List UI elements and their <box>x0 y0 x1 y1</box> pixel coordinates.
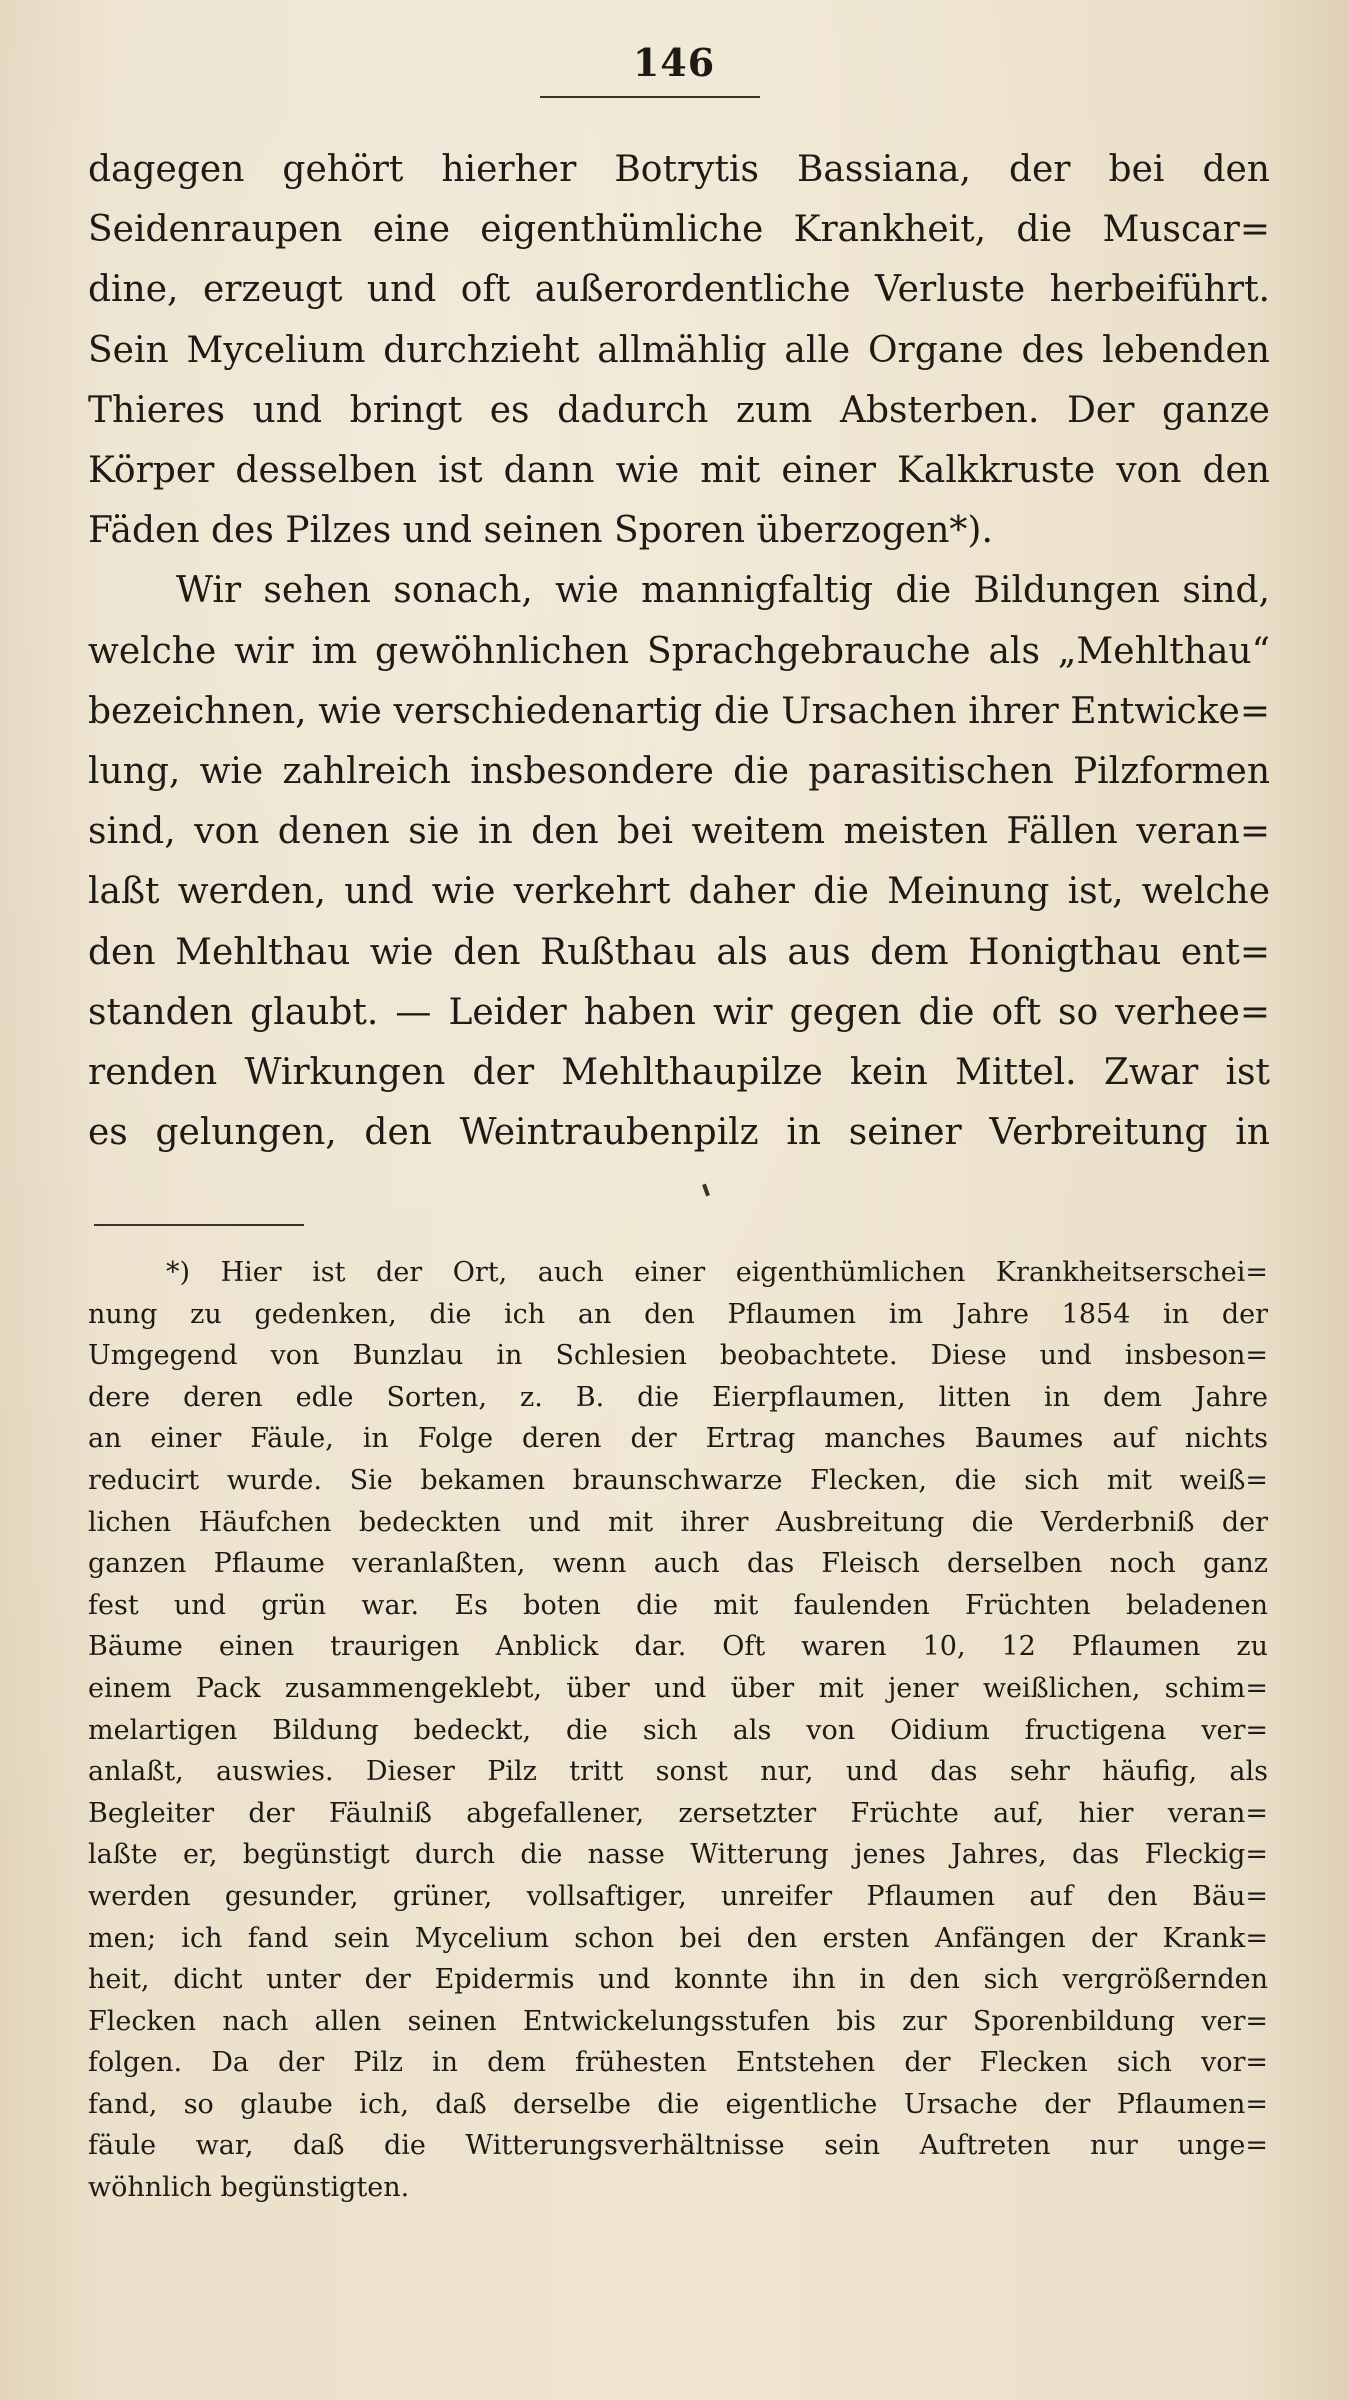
main-line: lung, wie zahlreich insbesondere die parasitischen Pilzformen <box>88 751 1270 793</box>
main-line: renden Wirkungen der Mehlthaupilze kein Mittel. Zwar ist <box>88 1052 1270 1094</box>
main-text <box>88 140 1270 1163</box>
footnote-line: dere deren edle Sorten, z. B. die Eierpflaumen, litten in dem Jahre <box>88 1381 1268 1413</box>
main-line: laßt werden, und wie verkehrt daher die Meinung ist, welche <box>88 871 1270 913</box>
main-line: Fäden des Pilzes und seinen Sporen überzogen*). <box>88 510 993 552</box>
footnote-line: nung zu gedenken, die ich an den Pflaumen im Jahre 1854 in der <box>88 1298 1268 1330</box>
footnote-line: anlaßt, auswies. Dieser Pilz tritt sonst nur, und das sehr häufig, als <box>88 1756 1268 1788</box>
footnote-line: melartigen Bildung bedeckt, die sich als von Oidium fructigena ver= <box>88 1714 1268 1746</box>
main-line: standen glaubt. — Leider haben wir gegen die oft so verhee= <box>88 991 1270 1033</box>
main-line: Wir sehen sonach, wie mannigfaltig die Bildungen sind, <box>176 570 1270 612</box>
main-line: dagegen gehört hierher Botrytis Bassiana, der bei den <box>88 149 1270 190</box>
footnote-line: *) Hier ist der Ort, auch einer eigenthümlichen Krankheitserschei= <box>166 1257 1268 1288</box>
footnote-line: heit, dicht unter der Epidermis und konnte ihn in den sich vergrößernden <box>88 1964 1268 1996</box>
header-rule <box>540 96 760 98</box>
footnote-line: Bäume einen traurigen Anblick dar. Oft waren 10, 12 Pflaumen zu <box>88 1631 1268 1663</box>
main-line: bezeichnen, wie verschiedenartig die Ursachen ihrer Entwicke= <box>88 690 1270 732</box>
footnote-line: lichen Häufchen bedeckten und mit ihrer Ausbreitung die Verderbniß der <box>88 1506 1268 1538</box>
footnote-line: Umgegend von Bunzlau in Schlesien beobachtete. Diese und insbeson= <box>88 1340 1268 1372</box>
footnote-line: laßte er, begünstigt durch die nasse Witterung jenes Jahres, das Fleckig= <box>88 1839 1268 1871</box>
main-line: Thieres und bringt es dadurch zum Absterben. Der ganze <box>88 389 1270 431</box>
footnote-line: Flecken nach allen seinen Entwickelungsstufen bis zur Sporenbildung ver= <box>88 2005 1268 2037</box>
main-line: den Mehlthau wie den Rußthau als aus dem Honigthau ent= <box>88 931 1270 973</box>
main-line: es gelungen, den Weintraubenpilz in seiner Verbreitung in <box>88 1112 1270 1154</box>
main-line: Sein Mycelium durchzieht allmählig alle Organe des lebenden <box>88 329 1270 371</box>
footnote-line: fest und grün war. Es boten die mit faulenden Früchten beladenen <box>88 1589 1268 1621</box>
footnote-line: folgen. Da der Pilz in dem frühesten Entstehen der Flecken sich vor= <box>88 2047 1268 2079</box>
footnote-rule <box>94 1224 304 1226</box>
footnote-line: fäule war, daß die Witterungsverhältnisse sein Auftreten nur unge= <box>88 2130 1268 2162</box>
footnote-line: werden gesunder, grüner, vollsaftiger, unreifer Pflaumen auf den Bäu= <box>88 1880 1268 1912</box>
footnote-line: einem Pack zusammengeklebt, über und über mit jener weißlichen, schim= <box>88 1672 1268 1704</box>
footnote-line: an einer Fäule, in Folge deren der Ertrag manches Baumes auf nichts <box>88 1423 1268 1455</box>
main-line: Seidenraupen eine eigenthümliche Krankheit, die Muscar= <box>88 209 1270 251</box>
footnote-line: ganzen Pflaume veranlaßten, wenn auch das Fleisch derselben noch ganz <box>88 1548 1268 1580</box>
footnote-line: fand, so glaube ich, daß derselbe die eigentliche Ursache der Pflaumen= <box>88 2088 1268 2120</box>
main-line: sind, von denen sie in den bei weitem meisten Fällen veran= <box>88 811 1270 853</box>
page-number: 146 <box>632 40 716 85</box>
stray-ink-mark <box>702 1184 710 1197</box>
footnote <box>88 1252 1268 2209</box>
main-line: Körper desselben ist dann wie mit einer Kalkkruste von den <box>88 450 1270 492</box>
footnote-line: Begleiter der Fäulniß abgefallener, zersetzter Früchte auf, hier veran= <box>88 1797 1268 1829</box>
footnote-line: reducirt wurde. Sie bekamen braunschwarze Flecken, die sich mit weiß= <box>88 1464 1268 1496</box>
footnote-line: men; ich fand sein Mycelium schon bei den ersten Anfängen der Krank= <box>88 1922 1268 1954</box>
main-line: dine, erzeugt und oft außerordentliche Verluste herbeiführt. <box>88 269 1270 311</box>
footnote-line: wöhnlich begünstigten. <box>88 2172 410 2204</box>
main-line: welche wir im gewöhnlichen Sprachgebrauche als „Mehlthau“ <box>88 630 1270 672</box>
